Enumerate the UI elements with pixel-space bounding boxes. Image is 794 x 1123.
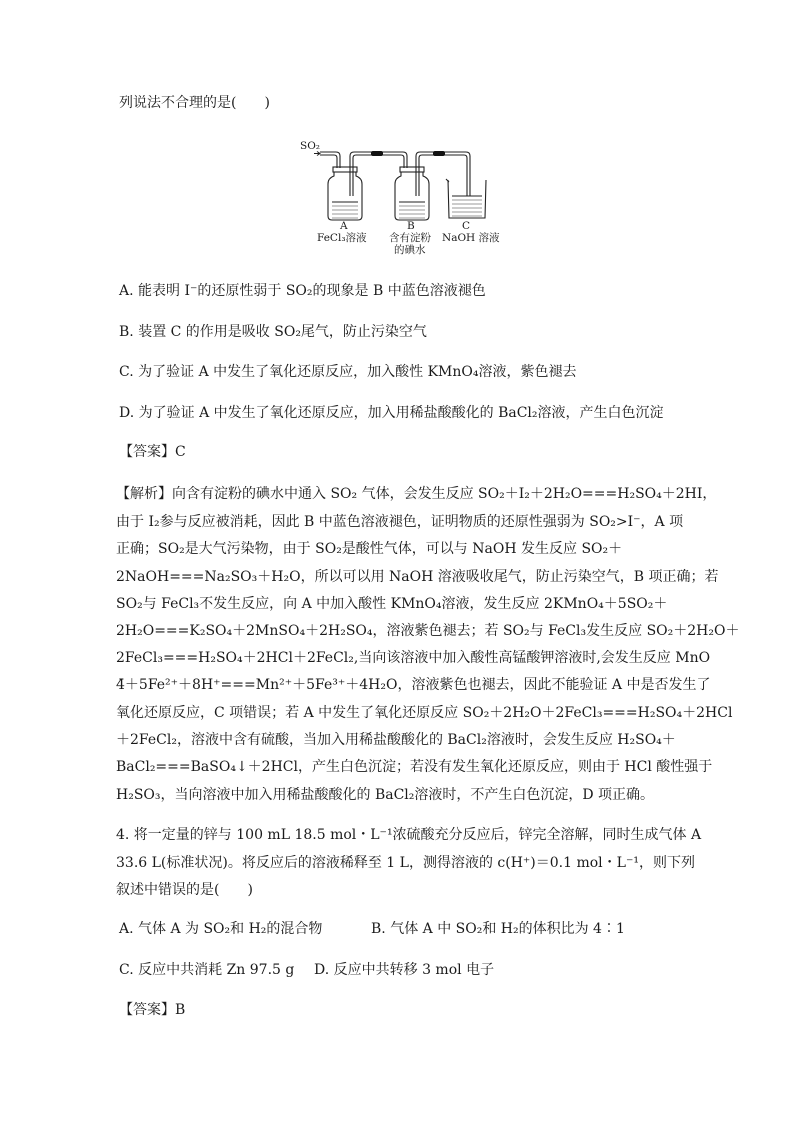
- bottle-b-label-line1: 含有淀粉: [389, 232, 431, 244]
- bottle-a-label: FeCl₃溶液: [317, 232, 367, 244]
- apparatus-diagram: [298, 136, 498, 254]
- analysis-line: 氧化还原反应，C 项错误；若 A 中发生了氧化还原反应 SO₂＋2H₂O＋2FeCl₃===H₂SO₄＋2HCl: [116, 705, 733, 721]
- beaker-c-label: NaOH 溶液: [442, 232, 500, 244]
- analysis-line: 【解析】向含有淀粉的碘水中通入 SO₂ 气体，会发生反应 SO₂＋I₂＋2H₂O===H₂SO₄＋2HI，: [116, 486, 717, 502]
- analysis-line: H₂SO₃，当向溶液中加入用稀盐酸酸化的 BaCl₂溶液时，不产生白色沉淀，D 项正确。: [116, 787, 655, 803]
- apparatus-drawing: [298, 136, 498, 232]
- question-4-stem-line: 叙述中错误的是( ): [116, 882, 253, 898]
- bottle-b-label-line2: 的碘水: [394, 244, 426, 256]
- option-a: A. 能表明 I⁻的还原性弱于 SO₂的现象是 B 中蓝色溶液褪色: [119, 283, 486, 299]
- q4-answer-label: 【答案】B: [119, 1002, 186, 1018]
- q4-option-a: A. 气体 A 为 SO₂和 H₂的混合物: [119, 921, 323, 937]
- q4-option-c: C. 反应中共消耗 Zn 97.5 g: [119, 962, 295, 978]
- bottle-a-letter: A: [340, 220, 348, 232]
- analysis-line: 正确；SO₂是大气污染物，由于 SO₂是酸性气体，可以与 NaOH 发生反应 SO₂＋: [116, 541, 623, 557]
- q4-option-b: B. 气体 A 中 SO₂和 H₂的体积比为 4∶1: [371, 921, 625, 937]
- option-b: B. 装置 C 的作用是吸收 SO₂尾气，防止污染空气: [119, 324, 427, 340]
- beaker-c-letter: C: [462, 220, 471, 232]
- question-4-stem-line: 33.6 L(标准状况)。将反应后的溶液稀释至 1 L，测得溶液的 c(H⁺)＝0.1 mol・L⁻¹，则下列: [116, 855, 695, 871]
- analysis-line: 4̄＋5Fe²⁺＋8H⁺===Mn²⁺＋5Fe³⁺＋4H₂O，溶液紫色也褪去，因此不能验证 A 中是否发生了: [116, 677, 711, 693]
- gas-inlet-label: SO₂: [300, 140, 321, 152]
- question-4-stem-line: 4. 将一定量的锌与 100 mL 18.5 mol・L⁻¹浓硫酸充分反应后，锌完全溶解，同时生成气体 A: [116, 827, 702, 843]
- answer-label: 【答案】C: [119, 444, 186, 460]
- analysis-line: SO₂与 FeCl₃不发生反应，向 A 中加入酸性 KMnO₄溶液，发生反应 2KMnO₄＋5SO₂＋: [116, 596, 668, 612]
- analysis-line: 2H₂O===K₂SO₄＋2MnSO₄＋2H₂SO₄，溶液紫色褪去；若 SO₂与 FeCl₃发生反应 SO₂＋2H₂O＋: [116, 623, 740, 639]
- analysis-line: ＋2FeCl₂，溶液中含有硫酸，当加入用稀盐酸酸化的 BaCl₂溶液时，会发生反应 H₂SO₄＋: [116, 732, 676, 748]
- bottle-b-letter: B: [407, 220, 415, 232]
- q4-option-d: D. 反应中共转移 3 mol 电子: [314, 962, 495, 978]
- analysis-line: 由于 I₂参与反应被消耗，因此 B 中蓝色溶液褪色，证明物质的还原性强弱为 SO₂>I⁻，A 项: [116, 514, 684, 530]
- question-stem-tail: 列说法不合理的是( ): [119, 95, 270, 111]
- option-c: C. 为了验证 A 中发生了氧化还原反应，加入酸性 KMnO₄溶液，紫色褪去: [119, 364, 577, 380]
- option-d: D. 为了验证 A 中发生了氧化还原反应，加入用稀盐酸酸化的 BaCl₂溶液，产生白色沉淀: [119, 405, 664, 421]
- analysis-line: BaCl₂===BaSO₄↓＋2HCl，产生白色沉淀；若没有发生氧化还原反应，则由于 HCl 酸性强于: [116, 759, 713, 775]
- analysis-line: 2NaOH===Na₂SO₃＋H₂O，所以可以用 NaOH 溶液吸收尾气，防止污染空气，B 项正确；若: [116, 569, 719, 585]
- analysis-line: 2FeCl₃===H₂SO₄＋2HCl＋2FeCl₂,当向该溶液中加入酸性高锰酸钾溶液时,会发生反应 MnO: [116, 650, 711, 666]
